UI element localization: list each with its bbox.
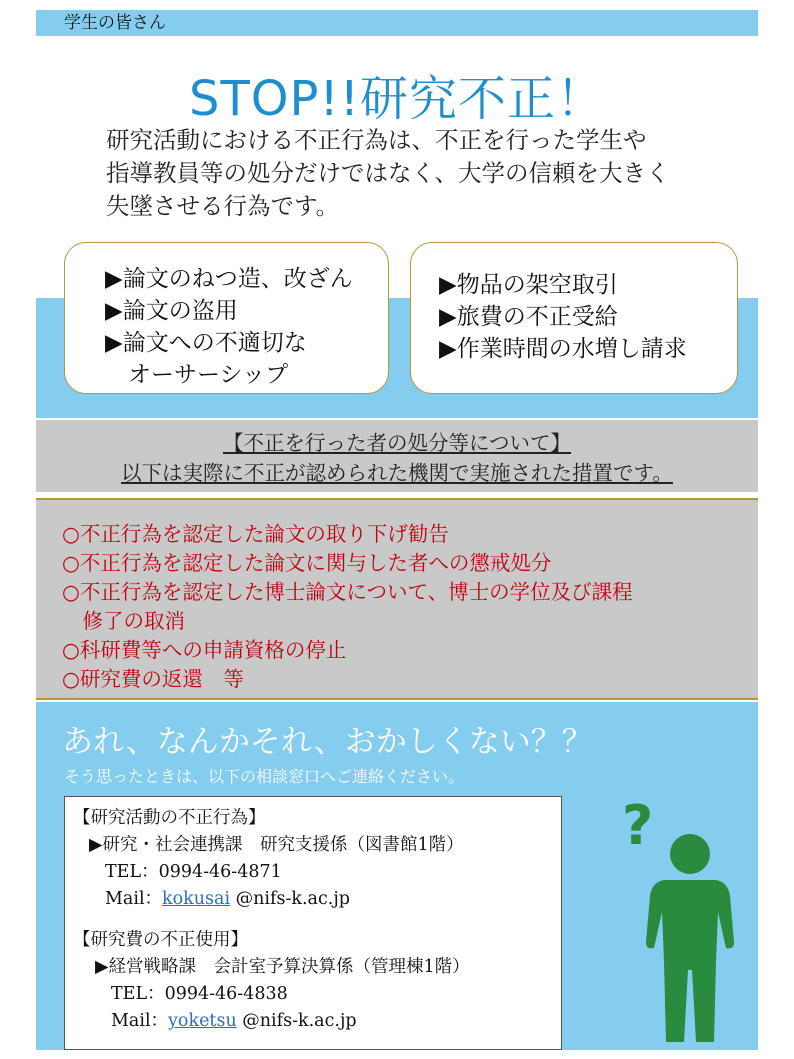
intro-line: 失墜させる行為です。 [106,192,340,220]
penalties-list [62,520,633,694]
penalties-heading: 【不正を行った者の処分等について】 [222,431,572,455]
penalty-item: ○科研費等への申請資格の停止 [62,638,347,662]
list-item: ▶旅費の不正受給 [439,304,618,330]
intro-text [106,124,726,223]
svg-text:?: ? [622,794,654,857]
confused-person-icon [614,792,734,1042]
contact-mail [73,886,561,913]
intro-line: 指導教員等の処分だけではなく、大学の信頼を大きく [106,159,670,187]
list-item: ▶作業時間の水増し請求 [439,336,687,362]
penalty-item: ○不正行為を認定した論文の取り下げ勧告 [62,522,449,546]
contact-box [64,796,562,1050]
contact-title: 【研究費の不正使用】 [73,930,248,950]
penalty-item: ○不正行為を認定した博士論文について、博士の学位及び課程 [62,580,633,604]
list-item: ▶論文の盗用 [105,298,238,324]
fund-misuse-box [410,242,738,394]
penalties-header [36,420,758,492]
contact-office: ▶経営戦略課 会計室予算決算係（管理棟1階） [95,957,470,977]
question-heading: あれ、なんかそれ、おかしくない？？ [62,724,593,760]
contact-tel: TEL：0994-46-4871 [105,862,282,882]
consultation-section [36,702,758,1050]
penalties-list-band [36,498,758,700]
penalty-item: ○不正行為を認定した論文に関与した者への懲戒処分 [62,551,552,575]
intro-line: 研究活動における不正行為は、不正を行った学生や [106,126,647,154]
mail-link[interactable]: yoketsu [168,1011,237,1031]
list-item: オーサーシップ [105,362,289,388]
mail-label: Mail： [105,889,163,909]
contact-office: ▶研究・社会連携課 研究支援係（図書館1階） [89,835,464,855]
list-item: ▶物品の架空取引 [439,272,618,298]
mail-label: Mail： [111,1011,169,1031]
audience-header: 学生の皆さん [36,10,758,36]
page-title: STOP!!研究不正！ [188,71,605,127]
mail-domain: @nifs-k.ac.jp [230,889,350,909]
research-misconduct-box [64,242,389,394]
poster [36,10,758,1050]
contact-tel: TEL：0994-46-4838 [111,984,288,1004]
penalty-item: 修了の取消 [62,609,185,633]
question-subheading: そう思ったときは、以下の相談窓口へご連絡ください。 [64,767,465,786]
mail-link[interactable]: kokusai [162,889,231,909]
mail-domain: @nifs-k.ac.jp [236,1011,357,1031]
list-item: ▶論文への不適切な [105,330,307,356]
contact-mail [73,1008,561,1035]
list-item: ▶論文のねつ造、改ざん [105,266,353,292]
penalties-subheading: 以下は実際に不正が認められた機関で実施された措置です。 [121,461,673,485]
penalty-item: ○研究費の返還 等 [62,667,244,691]
contact-title: 【研究活動の不正行為】 [73,808,266,828]
